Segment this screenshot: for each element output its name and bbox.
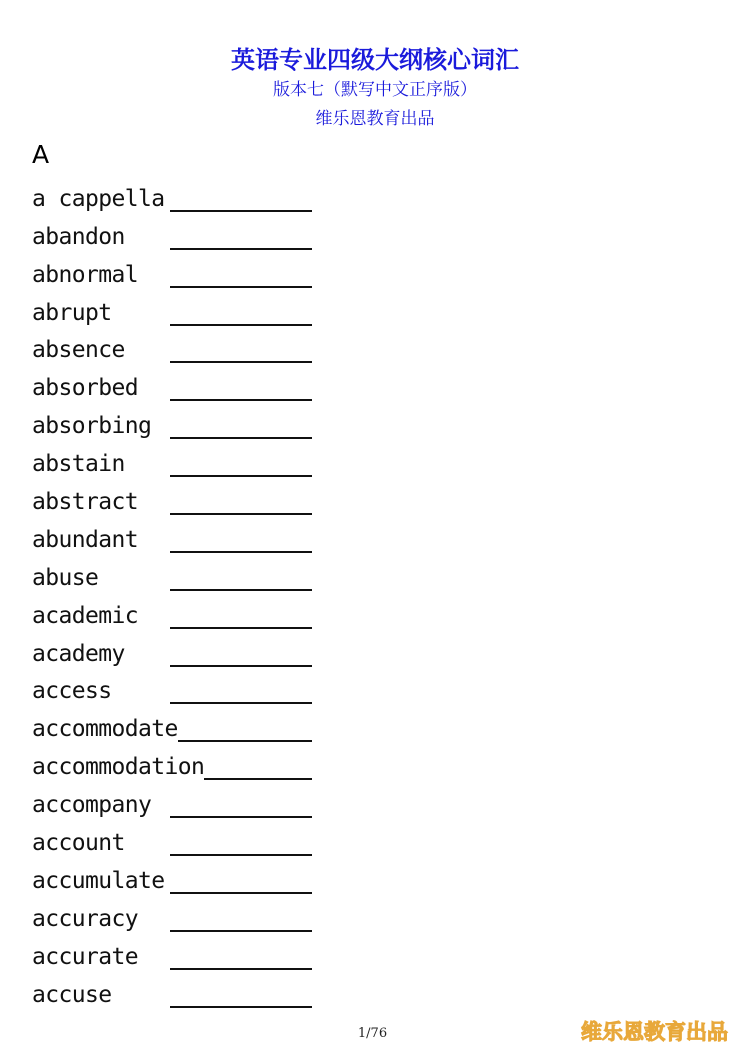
answer-blank-line (170, 453, 312, 477)
vocab-word: academy (32, 640, 125, 667)
vocabulary-list (32, 176, 312, 1010)
answer-blank-line (170, 567, 312, 591)
vocab-row (32, 631, 312, 669)
answer-blank-line (170, 415, 312, 439)
vocab-word: accuracy (32, 905, 138, 932)
answer-blank-line (170, 643, 312, 667)
vocab-word: abandon (32, 223, 125, 250)
vocab-row (32, 593, 312, 631)
vocab-word: abuse (32, 564, 99, 591)
publisher-line: 维乐恩教育出品 (315, 109, 435, 129)
vocab-word: abrupt (32, 299, 112, 326)
answer-blank-line (170, 226, 312, 250)
vocab-row (32, 706, 312, 744)
page-title: 英语专业四级大纲核心词汇 (231, 46, 519, 74)
vocab-word: absence (32, 337, 125, 364)
vocab-row (32, 176, 312, 214)
vocab-row (32, 820, 312, 858)
vocab-word: accompany (32, 792, 152, 819)
vocab-word: accurate (32, 943, 138, 970)
vocab-row (32, 290, 312, 328)
answer-blank-line (170, 188, 312, 212)
vocab-word: accuse (32, 981, 112, 1008)
vocab-word: abstain (32, 451, 125, 478)
page-subtitle: 版本七（默写中文正序版） (273, 80, 477, 100)
answer-blank-line (178, 718, 312, 742)
vocab-row (32, 441, 312, 479)
watermark-logo: 维乐恩教育出品 (581, 1020, 728, 1044)
vocab-word: absorbing (32, 413, 152, 440)
section-letter-heading: A (32, 140, 50, 169)
answer-blank-line (170, 908, 312, 932)
vocab-row (32, 214, 312, 252)
answer-blank-line (170, 264, 312, 288)
vocab-row (32, 896, 312, 934)
answer-blank-line (170, 680, 312, 704)
page-number: 1/76 (357, 1026, 388, 1041)
vocab-row (32, 858, 312, 896)
answer-blank-line (170, 377, 312, 401)
vocab-row (32, 479, 312, 517)
vocab-row (32, 669, 312, 707)
vocab-word: accommodation (32, 754, 205, 781)
answer-blank-line (170, 870, 312, 894)
vocab-word: accommodate (32, 716, 178, 743)
answer-blank-line (204, 756, 312, 780)
vocab-word: absorbed (32, 375, 138, 402)
vocab-row (32, 555, 312, 593)
vocab-row (32, 517, 312, 555)
answer-blank-line (170, 946, 312, 970)
answer-blank-line (170, 302, 312, 326)
vocab-row (32, 782, 312, 820)
vocab-word: abundant (32, 526, 138, 553)
vocab-word: abnormal (32, 261, 138, 288)
vocab-row (32, 328, 312, 366)
vocab-row (32, 972, 312, 1010)
vocab-row (32, 365, 312, 403)
vocab-word: abstract (32, 489, 138, 516)
answer-blank-line (170, 491, 312, 515)
answer-blank-line (170, 794, 312, 818)
answer-blank-line (170, 984, 312, 1008)
answer-blank-line (170, 605, 312, 629)
vocab-row (32, 252, 312, 290)
answer-blank-line (170, 529, 312, 553)
answer-blank-line (170, 832, 312, 856)
vocab-row (32, 934, 312, 972)
vocab-word: access (32, 678, 112, 705)
vocab-word: a cappella (32, 185, 165, 212)
vocab-word: academic (32, 602, 138, 629)
vocab-row (32, 403, 312, 441)
vocab-row (32, 744, 312, 782)
answer-blank-line (170, 339, 312, 363)
vocab-word: accumulate (32, 867, 165, 894)
vocab-word: account (32, 830, 125, 857)
